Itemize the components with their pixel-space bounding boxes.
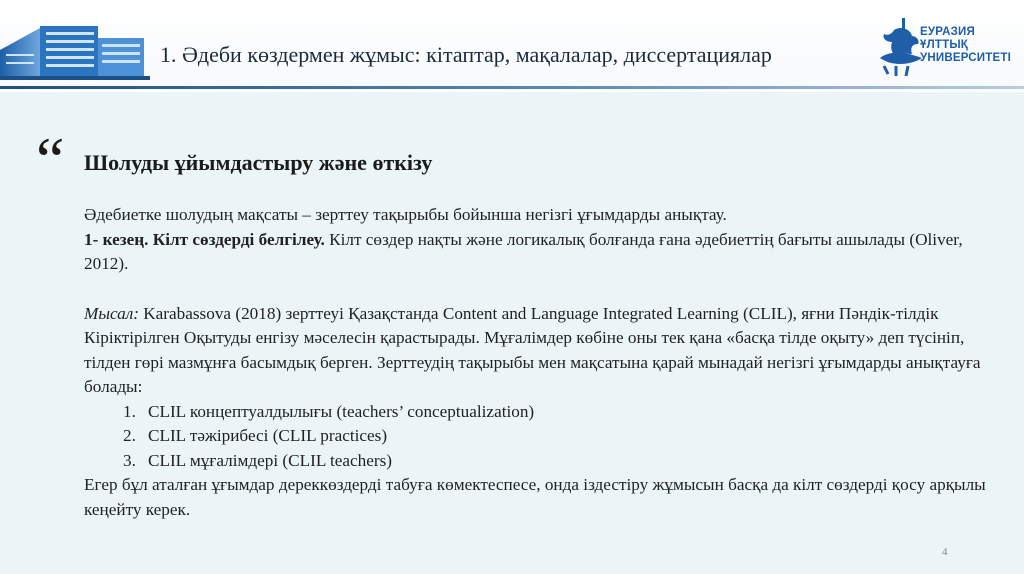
university-name-line3: УНИВЕРСИТЕТІ	[920, 52, 1011, 64]
slide-title: 1. Әдеби көздермен жұмыс: кітаптар, мақалалар, диссертациялар	[160, 42, 772, 67]
example-text: Karabassova (2018) зерттеуі Қазақстанда Content and Language Integrated Learning (CLIL), яғни Пәндік-тілдік Кіріктірілген Оқытуды енгізу мәселесін қарастырады. Мұғалімдер көбіне оны тек қана «басқа тілде оқыту» деп түсініп, тілден гөрі мазмұнға басымдық берген. Зерттеудің тақырыбы мен мақсатына қарай мынадай негізгі ұғымдарды анықтауға болады:	[84, 303, 981, 396]
list-item	[123, 424, 994, 449]
building-logo-icon	[0, 18, 150, 80]
stage-text: Кілт сөздер нақты және логикалық болғанда ғана әдебиеттің бағыты ашылады (Oliver, 2012).	[84, 229, 963, 273]
body-text	[84, 203, 994, 522]
list-item	[123, 400, 994, 425]
list-item-text: CLIL тәжірибесі (CLIL practices)	[148, 426, 388, 445]
list-item-text: CLIL концептуалдылығы (teachers’ conceptualization)	[148, 401, 535, 421]
university-logo	[872, 14, 1022, 80]
slide-header	[0, 0, 1024, 90]
concept-list	[84, 400, 994, 474]
list-item-number: 3.	[123, 450, 136, 470]
example-label: Мысал:	[84, 303, 139, 323]
university-name-line2: ҰЛТТЫҚ	[920, 39, 968, 51]
stage-paragraph	[84, 228, 994, 277]
example-paragraph	[84, 302, 994, 400]
list-item-text: CLIL мұғалімдері (CLIL teachers)	[148, 450, 392, 470]
list-item-number: 2.	[123, 426, 136, 445]
list-item-number: 1.	[123, 401, 136, 421]
intro-paragraph: Әдебиетке шолудың мақсаты – зерттеу тақырыбы бойынша негізгі ұғымдарды анықтау.	[84, 205, 727, 224]
quote-mark-icon: “	[36, 124, 65, 195]
university-name-line1: ЕУРАЗИЯ	[920, 26, 975, 38]
list-item	[123, 449, 994, 474]
section-heading: Шолуды ұйымдастыру және өткізу	[84, 150, 433, 175]
closing-paragraph: Егер бұл аталған ұғымдар дереккөздерді табуға көмектеспесе, онда іздестіру жұмысын басқа да кілт сөздерді қосу арқылы кеңейту керек.	[84, 475, 986, 519]
page-number: 4	[942, 546, 948, 558]
header-divider	[0, 86, 1024, 89]
stage-label: 1- кезең. Кілт сөздерді белгілеу.	[84, 229, 325, 249]
